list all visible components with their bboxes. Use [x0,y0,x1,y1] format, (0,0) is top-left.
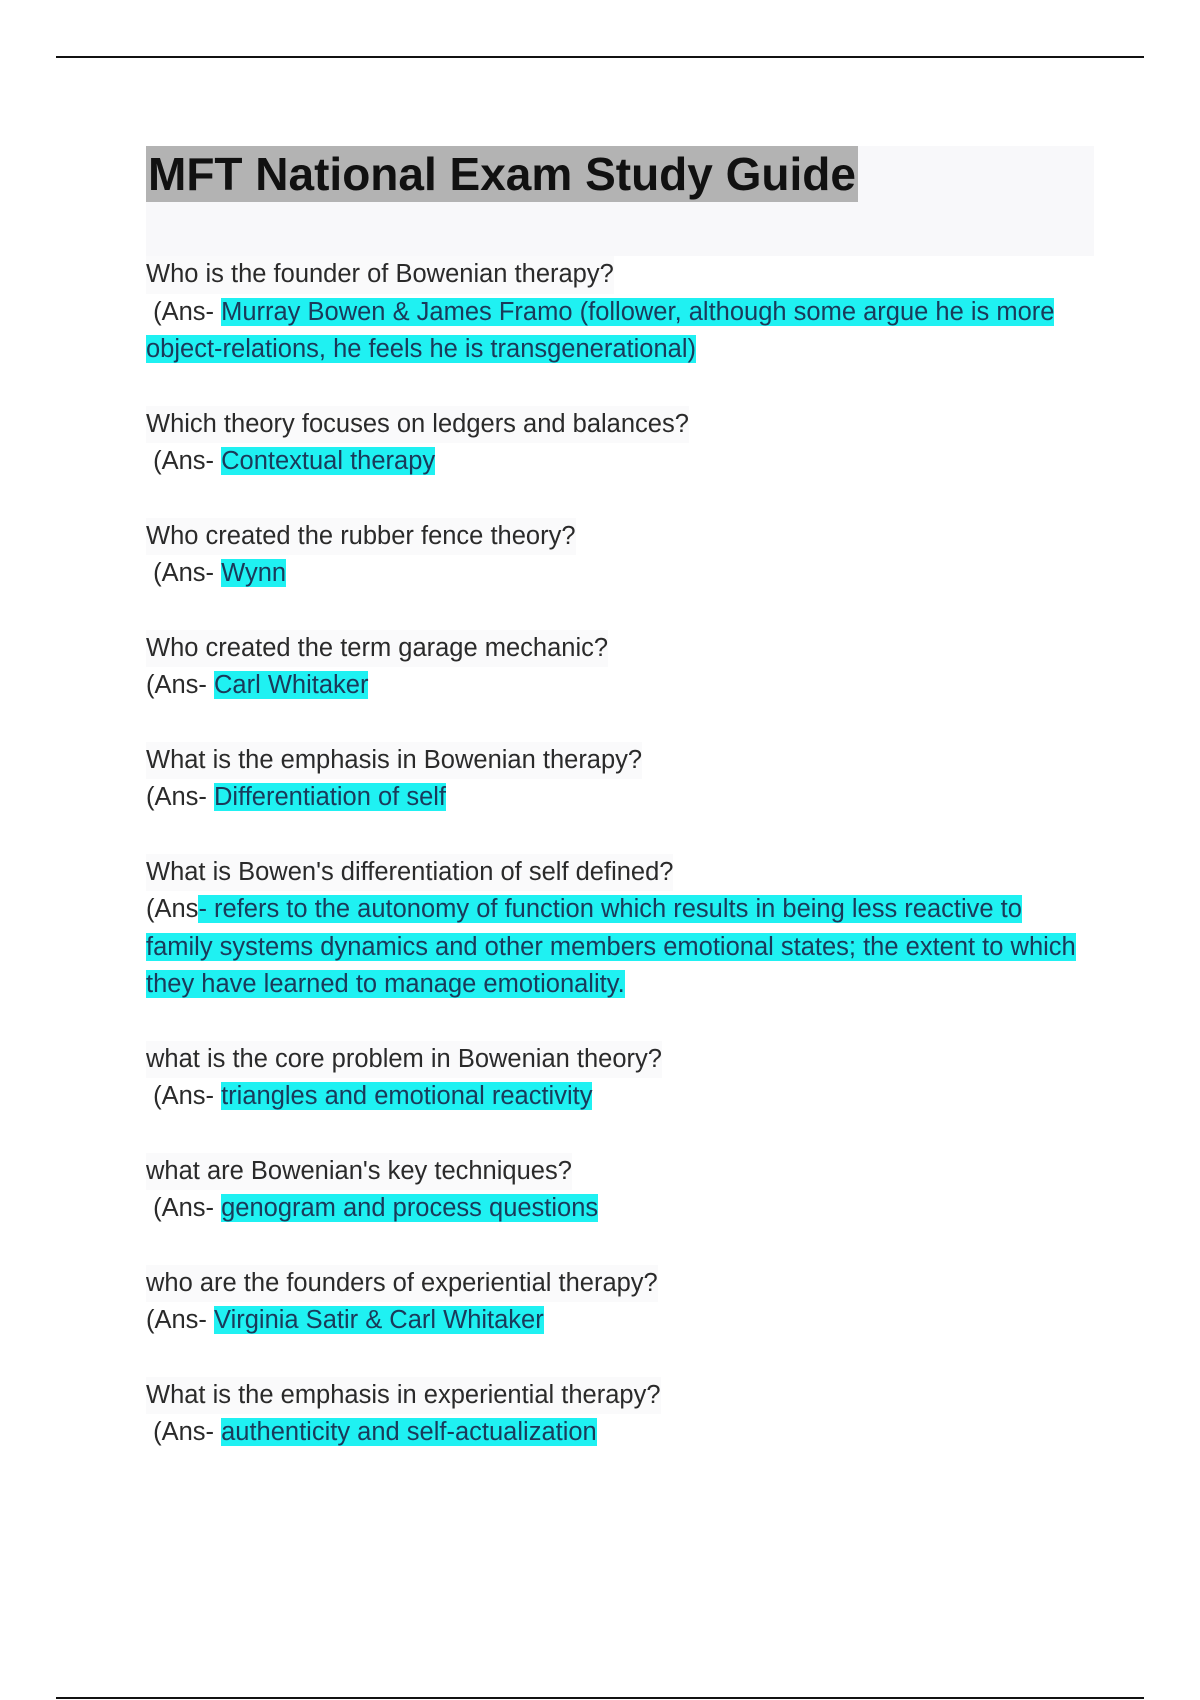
qa-item [146,256,1094,369]
answer-text: Virginia Satir & Carl Whitaker [214,1306,544,1334]
answer-line [146,1190,1094,1228]
qa-item [146,742,1094,817]
qa-list [146,256,1094,1452]
answer-line [146,891,1094,1004]
answer-line [146,779,1094,817]
qa-item [146,1265,1094,1340]
answer-text: genogram and process questions [221,1194,599,1222]
answer-prefix: (Ans- [146,671,215,699]
answer-prefix: (Ans- [146,1194,222,1222]
question-text: who are the founders of experiential therapy? [146,1265,658,1303]
qa-item [146,1153,1094,1228]
answer-text: Murray Bowen & James Framo (follower, although some argue he is more object-relations, he feels he is transgenerational) [146,297,1055,363]
answer-prefix: (Ans- [146,559,222,587]
question-text: what is the core problem in Bowenian theory? [146,1041,662,1079]
question-text: What is the emphasis in Bowenian therapy? [146,742,642,780]
answer-line [146,443,1094,481]
answer-text: Contextual therapy [221,447,436,475]
answer-line [146,667,1094,705]
question-text: What is Bowen's differentiation of self defined? [146,854,673,892]
answer-text: - refers to the autonomy of function which results in being less reactive to family systems dynamics and other members emotional states; the extent to which they have learned to manage emotionality. [146,895,1076,998]
question-text: Who created the rubber fence theory? [146,518,576,556]
bottom-rule [56,1697,1144,1699]
qa-item [146,1377,1094,1452]
title-block [146,146,1094,256]
answer-line [146,1078,1094,1116]
answer-prefix: (Ans- [146,1418,222,1446]
answer-text: Carl Whitaker [214,671,369,699]
answer-text: authenticity and self-actualization [221,1418,597,1446]
answer-prefix: (Ans- [146,783,215,811]
answer-prefix: (Ans- [146,297,222,326]
question-text: Who is the founder of Bowenian therapy? [146,256,614,294]
qa-item [146,406,1094,481]
document-page [146,146,1094,1489]
question-text: Which theory focuses on ledgers and balances? [146,406,689,444]
qa-item [146,518,1094,593]
question-text: Who created the term garage mechanic? [146,630,608,668]
page-title: MFT National Exam Study Guide [148,148,856,200]
question-text: what are Bowenian's key techniques? [146,1153,572,1191]
answer-prefix: (Ans [146,895,199,923]
top-rule [56,56,1144,58]
answer-prefix: (Ans- [146,1082,222,1110]
question-text: What is the emphasis in experiential therapy? [146,1377,661,1415]
answer-prefix: (Ans- [146,1306,215,1334]
answer-text: Wynn [221,559,287,587]
answer-line [146,1414,1094,1452]
answer-prefix: (Ans- [146,447,222,475]
answer-line [146,1302,1094,1340]
answer-line [146,294,1094,369]
qa-item [146,630,1094,705]
qa-item [146,1041,1094,1116]
answer-text: triangles and emotional reactivity [221,1082,593,1110]
qa-item [146,854,1094,1004]
answer-line [146,555,1094,593]
answer-text: Differentiation of self [214,783,447,811]
